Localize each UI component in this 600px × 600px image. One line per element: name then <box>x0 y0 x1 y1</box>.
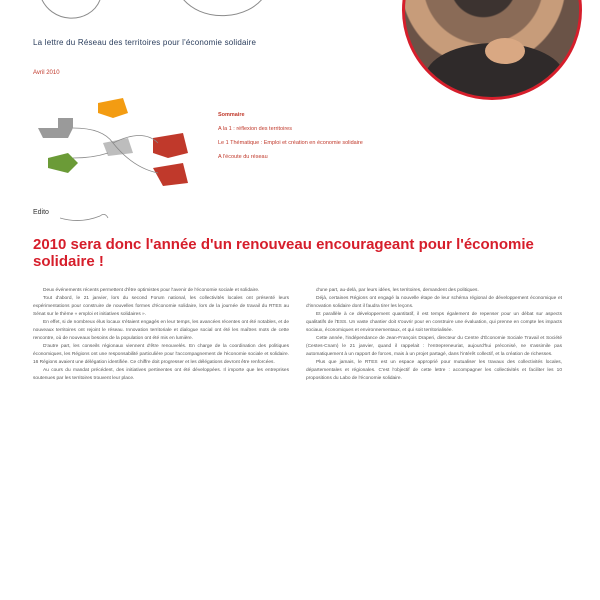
paragraph: Cette année, l'indépendance de Jean-François Draperi, directeur du Centre d'Économie Sociale Travail et Société (Cestes-Cnam) le 21 janvier, quand il rappelait : l'entrepreneuriat, aujourd'hui préconisé, ne s'assimile pas automatiquement à un rapport de forces, mais à un projet partagé, dans l'intérêt collectif, et la création de richesses. <box>306 336 562 357</box>
paragraph: Plus que jamais, le RTES est un espace approprié pour mutualiser les travaux des collectivités locales, départementales et régionales. C'est l'objectif de cette lettre : accompagner les collectivités et faciliter les 10 propositions du Labo de l'économie solidaire. <box>306 360 562 381</box>
toc-item[interactable]: Le 1 Thématique : Emploi et création en économie solidaire <box>218 140 363 146</box>
paragraph: Déjà, certaines Régions ont engagé la nouvelle étape de leur schéma régional de développement économique et d'innovation solidaire dont il faudra tirer les leçons. <box>306 296 562 309</box>
edito-label: Edito <box>33 209 49 216</box>
paragraph: Et parallèle à ce développement quantitatif, il est temps également de repenser pour un débat sur aspects qualitatifs de l'ESS. Un vaste chantier doit s'ouvrir pour en construire une évaluation, qui prenne en compte les impacts sociaux, économiques et environnementaux, et qui soit territorialisée. <box>306 312 562 333</box>
table-of-contents <box>218 111 363 167</box>
newsletter-subtitle: La lettre du Réseau des territoires pour l'économie solidaire <box>33 38 257 47</box>
issue-date: Avril 2010 <box>33 70 60 76</box>
toc-heading: Sommaire <box>218 112 245 118</box>
article-column-right <box>306 287 562 383</box>
toc-item[interactable]: A l'écoute du réseau <box>218 154 268 160</box>
portrait-photo <box>402 0 582 100</box>
edito-swirl <box>60 210 110 224</box>
toc-item[interactable]: A la 1 : réflexion des territoires <box>218 126 292 132</box>
article-headline: 2010 sera donc l'année d'un renouveau encourageant pour l'économie solidaire ! <box>33 236 534 270</box>
paragraph: Tout d'abord, le 21 janvier, lors du second Forum national, les collectivités locales ont présenté leurs expérimentations pour construire de nouvelles formes d'économie solidaire, lors de la journée de travail du RTES au Sénat sur le thème « emploi et initiatives solidaires ». <box>33 296 289 317</box>
paragraph: Deux événements récents permettent d'être optimistes pour l'avenir de l'économie sociale et solidaire. <box>43 288 260 293</box>
paragraph: En effet, si de nombreux élus locaux s'étaient engagés en leur temps, les avancées récentes ont été notables, et de nouveaux territoires ont rejoint le réseau. Innovation territoriale et dialogue social ont été les maîtres mots de cette rencontre, où de nouveaux besoins de la population ont été mis en lumière. <box>33 320 289 341</box>
paragraph: D'autre part, les conseils régionaux viennent d'être renouvelés. En charge de la coordination des politiques économiques, les Régions ont une responsabilité particulière pour l'accompagnement de l'économie sociale et solidaire. 16 Régions avaient une délégation identifiée. Ce chiffre doit progresser et les délégations devront être renforcées. <box>33 344 289 365</box>
article-column-left <box>33 287 289 383</box>
paragraph: d'une part, au-delà, par leurs idées, les territoires, demandent des politiques. <box>316 288 479 293</box>
network-illustration <box>33 98 193 188</box>
logo-swirl <box>30 0 270 35</box>
paragraph: Au cours du mandat précédent, des initiatives pertinentes ont été développées. Il importe que les entreprises soutenues par les territoires trouvent leur place. <box>33 368 289 381</box>
